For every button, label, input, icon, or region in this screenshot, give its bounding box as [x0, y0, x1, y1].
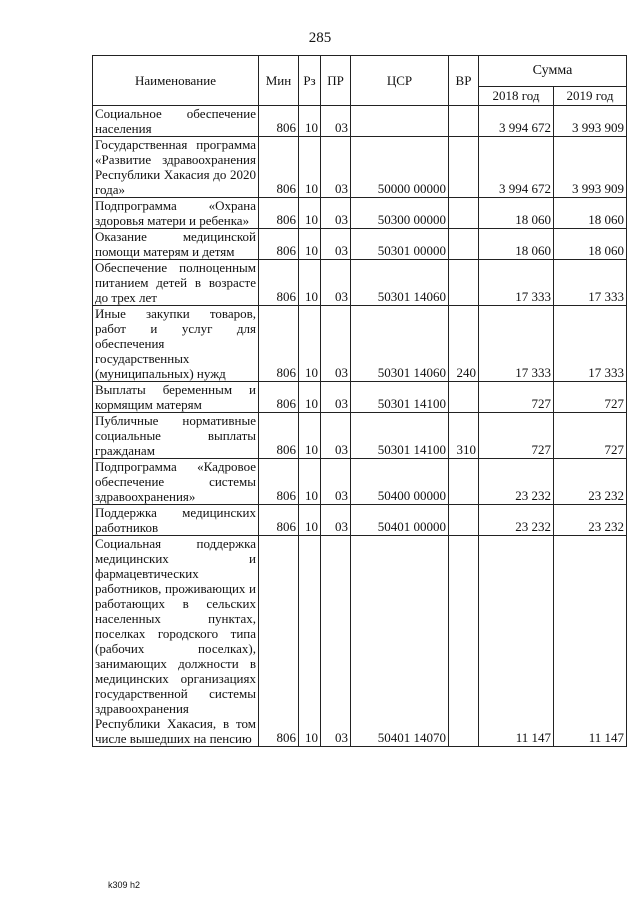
header-vr: ВР	[449, 56, 479, 106]
row-pr: 03	[321, 137, 351, 198]
row-rz: 10	[299, 137, 321, 198]
row-amount-2019: 18 060	[554, 198, 627, 229]
row-amount-2019: 3 993 909	[554, 106, 627, 137]
row-min: 806	[259, 137, 299, 198]
row-rz: 10	[299, 106, 321, 137]
row-rz: 10	[299, 306, 321, 382]
header-rz: Рз	[299, 56, 321, 106]
row-name: Обеспечение полноценным питанием детей в возрасте до трех лет	[93, 260, 259, 306]
row-amount-2018: 17 333	[479, 260, 554, 306]
row-pr: 03	[321, 413, 351, 459]
row-pr: 03	[321, 260, 351, 306]
row-rz: 10	[299, 536, 321, 747]
header-pr: ПР	[321, 56, 351, 106]
row-min: 806	[259, 106, 299, 137]
row-rz: 10	[299, 505, 321, 536]
page-number: 285	[308, 30, 332, 46]
row-vr	[449, 229, 479, 260]
row-min: 806	[259, 198, 299, 229]
table-row	[93, 229, 627, 260]
header-year-2019: 2019 год	[554, 87, 627, 106]
row-csr: 50301 00000	[351, 229, 449, 260]
row-amount-2019: 17 333	[554, 306, 627, 382]
row-name: Подпрограмма «Кадровое обеспечение системы здравоохранения»	[93, 459, 259, 505]
row-name: Подпрограмма «Охрана здоровья матери и ребенка»	[93, 198, 259, 229]
row-amount-2019: 23 232	[554, 505, 627, 536]
row-vr: 310	[449, 413, 479, 459]
row-pr: 03	[321, 306, 351, 382]
row-min: 806	[259, 229, 299, 260]
row-csr: 50301 14100	[351, 413, 449, 459]
row-csr: 50000 00000	[351, 137, 449, 198]
row-csr: 50401 14070	[351, 536, 449, 747]
row-amount-2019: 727	[554, 413, 627, 459]
row-amount-2019: 11 147	[554, 536, 627, 747]
table-row	[93, 106, 627, 137]
row-amount-2018: 727	[479, 382, 554, 413]
row-rz: 10	[299, 459, 321, 505]
row-vr: 240	[449, 306, 479, 382]
row-csr: 50300 00000	[351, 198, 449, 229]
header-name: Наименование	[93, 56, 259, 106]
row-amount-2019: 3 993 909	[554, 137, 627, 198]
row-min: 806	[259, 260, 299, 306]
table-row	[93, 382, 627, 413]
budget-table	[92, 55, 627, 747]
row-vr	[449, 198, 479, 229]
row-csr: 50400 00000	[351, 459, 449, 505]
row-amount-2018: 23 232	[479, 459, 554, 505]
row-vr	[449, 382, 479, 413]
row-amount-2018: 23 232	[479, 505, 554, 536]
table-row	[93, 306, 627, 382]
row-csr: 50401 00000	[351, 505, 449, 536]
row-pr: 03	[321, 198, 351, 229]
row-amount-2018: 3 994 672	[479, 106, 554, 137]
row-csr: 50301 14060	[351, 306, 449, 382]
row-amount-2018: 727	[479, 413, 554, 459]
table-body	[93, 106, 627, 747]
row-csr: 50301 14060	[351, 260, 449, 306]
row-min: 806	[259, 505, 299, 536]
row-rz: 10	[299, 382, 321, 413]
row-pr: 03	[321, 229, 351, 260]
row-amount-2018: 17 333	[479, 306, 554, 382]
row-amount-2018: 11 147	[479, 536, 554, 747]
row-amount-2019: 23 232	[554, 459, 627, 505]
table-row	[93, 198, 627, 229]
row-vr	[449, 260, 479, 306]
row-amount-2019: 18 060	[554, 229, 627, 260]
row-amount-2018: 18 060	[479, 198, 554, 229]
row-pr: 03	[321, 459, 351, 505]
row-name: Публичные нормативные социальные выплаты гражданам	[93, 413, 259, 459]
row-amount-2018: 18 060	[479, 229, 554, 260]
row-pr: 03	[321, 382, 351, 413]
row-vr	[449, 137, 479, 198]
row-rz: 10	[299, 229, 321, 260]
footer-code: k309 h2	[108, 880, 141, 890]
row-name: Государственная программа «Развитие здравоохранения Республики Хакасия до 2020 года»	[93, 137, 259, 198]
row-name: Поддержка медицинских работников	[93, 505, 259, 536]
row-vr	[449, 459, 479, 505]
row-name: Выплаты беременным и кормящим матерям	[93, 382, 259, 413]
table-row	[93, 536, 627, 747]
row-pr: 03	[321, 536, 351, 747]
row-min: 806	[259, 536, 299, 747]
row-amount-2018: 3 994 672	[479, 137, 554, 198]
header-sum: Сумма	[479, 56, 627, 87]
row-amount-2019: 17 333	[554, 260, 627, 306]
row-rz: 10	[299, 413, 321, 459]
header-min: Мин	[259, 56, 299, 106]
row-min: 806	[259, 413, 299, 459]
row-min: 806	[259, 459, 299, 505]
row-csr: 50301 14100	[351, 382, 449, 413]
row-vr	[449, 536, 479, 747]
table-row	[93, 459, 627, 505]
row-vr	[449, 106, 479, 137]
table-row	[93, 137, 627, 198]
row-rz: 10	[299, 260, 321, 306]
header-year-2018: 2018 год	[479, 87, 554, 106]
table-row	[93, 505, 627, 536]
row-name: Социальное обеспечение населения	[93, 106, 259, 137]
row-min: 806	[259, 382, 299, 413]
row-name: Социальная поддержка медицинских и фармацевтических работников, проживающих и работающих в сельских населенных пунктах, поселках городского типа (рабочих поселках), занимающих должности в медицинских организациях государственной системы здравоохранения Республики Хакасия, в том числе вышедших на пенсию	[93, 536, 259, 747]
header-csr: ЦСР	[351, 56, 449, 106]
row-pr: 03	[321, 106, 351, 137]
row-min: 806	[259, 306, 299, 382]
row-vr	[449, 505, 479, 536]
row-name: Иные закупки товаров, работ и услуг для обеспечения государственных (муниципальных) нужд	[93, 306, 259, 382]
row-amount-2019: 727	[554, 382, 627, 413]
table-row	[93, 260, 627, 306]
row-rz: 10	[299, 198, 321, 229]
table-row	[93, 413, 627, 459]
row-name: Оказание медицинской помощи матерям и детям	[93, 229, 259, 260]
row-pr: 03	[321, 505, 351, 536]
row-csr	[351, 106, 449, 137]
